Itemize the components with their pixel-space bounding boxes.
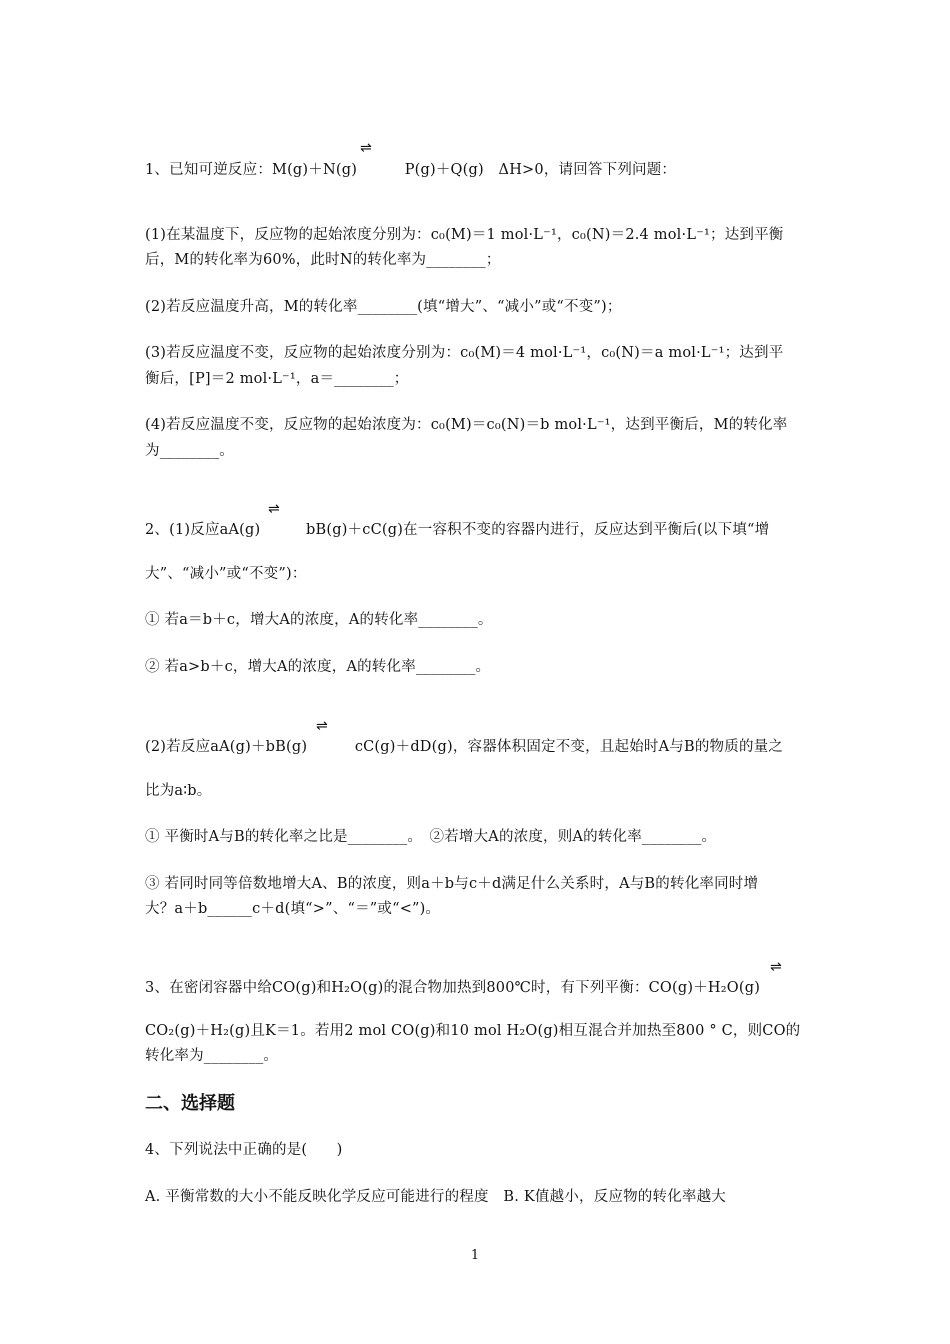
page-number: 1 xyxy=(470,1248,480,1263)
q1-part4-line2: 为________。 xyxy=(145,443,234,459)
q2-stem-left: 2、(1)反应aA(g) xyxy=(145,522,261,538)
q3-line1: 3、在密闭容器中给CO(g)和H₂O(g)的混合物加热到800℃时，有下列平衡：CO(g)＋H₂O(g) xyxy=(145,980,761,996)
q2-part2-stem-right: cC(g)＋dD(g)，容器体积固定不变，且起始时A与B的物质的量之 xyxy=(354,739,784,755)
q2-part2-item1: ① 平衡时A与B的转化率之比是________。 ②若增大A的浓度，则A的转化率________。 xyxy=(145,829,717,845)
reversible-arrow-icon: ⇌ xyxy=(360,140,372,156)
q1-part1-line2: 后，M的转化率为60%，此时N的转化率为________； xyxy=(145,252,501,268)
q3-line3: 转化率为________。 xyxy=(145,1048,279,1064)
q2-part2-line2: 比为a∶b。 xyxy=(145,783,212,799)
reversible-arrow-icon: ⇌ xyxy=(770,959,782,975)
q4-options: A. 平衡常数的大小不能反映化学反应可能进行的程度 B. K值越小，反应物的转化率越大 xyxy=(145,1189,726,1205)
q1-part1-line1: (1)在某温度下，反应物的起始浓度分别为：c₀(M)＝1 mol·L⁻¹，c₀(N)＝2.4 mol·L⁻¹；达到平衡 xyxy=(145,227,784,243)
q2-stem-line2: 大”、“减小”或“不变”)： xyxy=(145,566,307,582)
q4-stem: 4、下列说法中正确的是( ) xyxy=(145,1142,343,1158)
q2-part2-item3-line2: 大？a＋b______c＋d(填“>”、“＝”或“<”)。 xyxy=(145,901,441,917)
q2-item1: ① 若a＝b＋c，增大A的浓度，A的转化率________。 xyxy=(145,612,493,628)
q1-part4-line1: (4)若反应温度不变，反应物的起始浓度为：c₀(M)＝c₀(N)＝b mol·L⁻¹，达到平衡后，M的转化率 xyxy=(145,417,788,433)
section-heading: 二、选择题 xyxy=(145,1093,235,1114)
q1-part3-line2: 衡后，[P]＝2 mol·L⁻¹，a＝________； xyxy=(145,371,409,387)
reversible-arrow-icon: ⇌ xyxy=(268,501,280,517)
q2-part2-stem xyxy=(145,737,815,757)
q1-part2: (2)若反应温度升高，M的转化率________(填“增大”、“减小”或“不变”)； xyxy=(145,299,622,315)
reversible-arrow-icon: ⇌ xyxy=(316,718,328,734)
q1-stem xyxy=(145,160,815,180)
q1-stem-right: P(g)＋Q(g) ΔH>0，请回答下列问题： xyxy=(404,162,677,178)
q2-item2: ② 若a>b＋c，增大A的浓度，A的转化率________。 xyxy=(145,659,491,675)
q2-part2-stem-left: (2)若反应aA(g)＋bB(g) xyxy=(145,739,308,755)
q2-stem xyxy=(145,520,815,540)
q2-stem-right: bB(g)＋cC(g)在一容积不变的容器内进行，反应达到平衡后(以下填“增 xyxy=(306,522,770,538)
q3-line2: CO₂(g)＋H₂(g)且K＝1。若用2 mol CO(g)和10 mol H₂O(g)相互混合并加热至800 ° C，则CO的 xyxy=(145,1023,801,1039)
q1-stem-left: 1、已知可逆反应：M(g)＋N(g) xyxy=(145,162,358,178)
q2-part2-item3-line1: ③ 若同时同等倍数地增大A、B的浓度，则a＋b与c＋d满足什么关系时，A与B的转化率同时增 xyxy=(145,876,759,892)
q1-part3-line1: (3)若反应温度不变，反应物的起始浓度分别为：c₀(M)＝4 mol·L⁻¹，c₀(N)＝a mol·L⁻¹；达到平 xyxy=(145,345,784,361)
